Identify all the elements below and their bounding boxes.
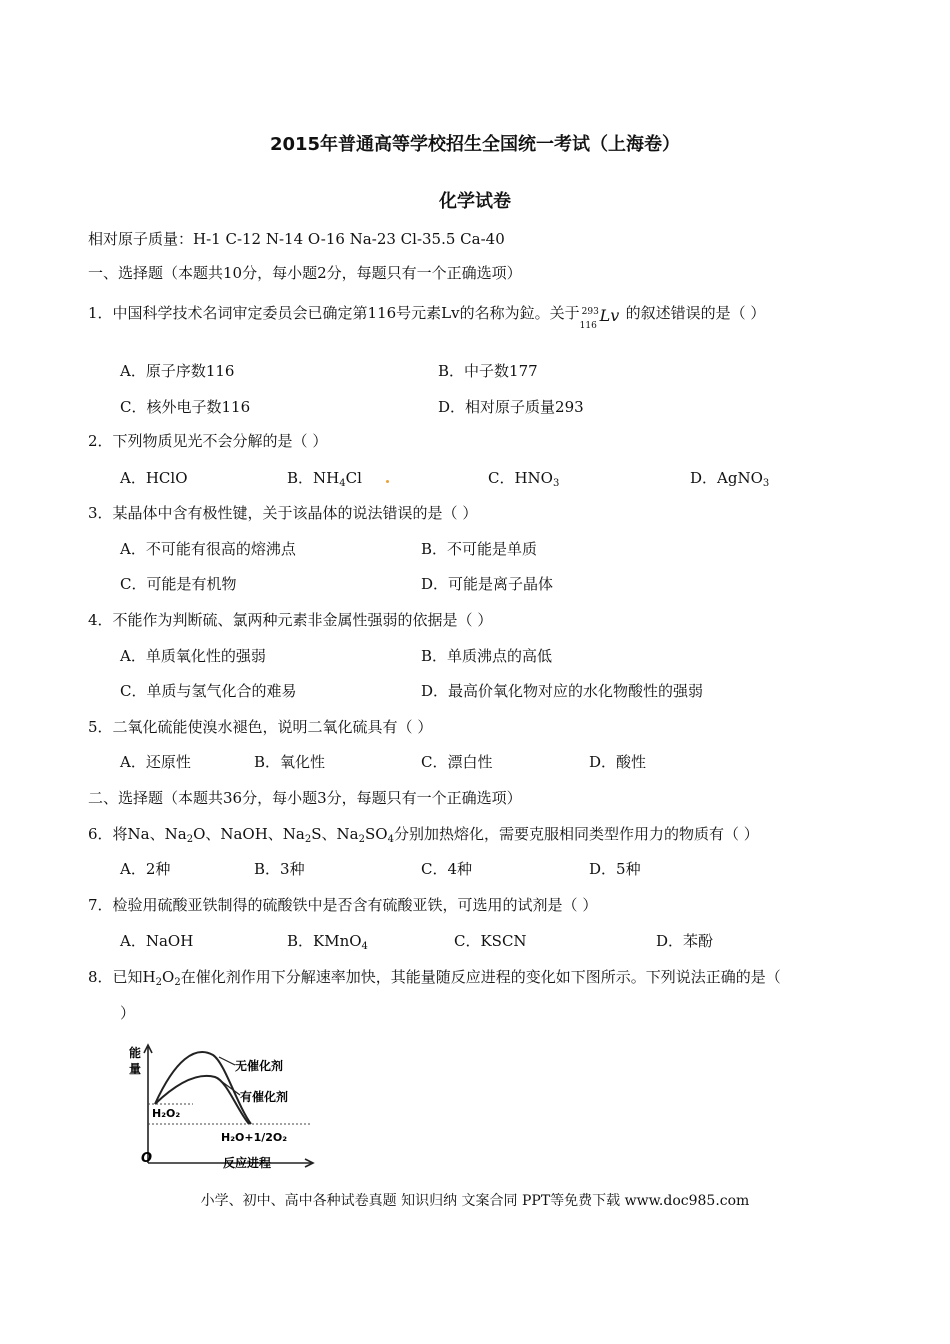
q7-b-subscript: 4 <box>361 941 368 952</box>
scan-dot <box>386 480 389 483</box>
q1-option-b: B．中子数177 <box>438 362 538 380</box>
q1-stem-part-b: 的叙述错误的是（ ） <box>625 304 766 322</box>
uncatalyzed-label: 无催化剂 <box>235 1059 284 1073</box>
q2-b-subscript: 4 <box>339 478 346 489</box>
question-3-stem: 3．某晶体中含有极性键，关于该晶体的说法错误的是（ ） <box>88 504 478 522</box>
q6-text-1: 6．将Na、Na <box>88 825 187 843</box>
q4-option-a: A．单质氧化性的强弱 <box>120 647 266 665</box>
q6-sub-3: 2 <box>358 834 365 845</box>
question-8-stem-cont: ） <box>120 1004 136 1022</box>
q1-option-c: C．核外电子数116 <box>120 398 251 416</box>
q7-option-d: D．苯酚 <box>656 932 714 950</box>
q4-option-b: B．单质沸点的高低 <box>421 647 553 665</box>
isotope-symbol: Lv <box>599 306 620 325</box>
q6-option-c: C．4种 <box>421 860 473 878</box>
q2-option-a: A．HClO <box>120 469 188 487</box>
q7-option-b <box>287 931 368 957</box>
y-axis-label-2: 量 <box>129 1062 142 1076</box>
question-7-stem: 7．检验用硫酸亚铁制得的硫酸铁中是否含有硫酸亚铁，可选用的试剂是（ ） <box>88 896 598 914</box>
q6-text-5: 分别加热熔化，需要克服相同类型作用力的物质有（ ） <box>393 825 759 843</box>
q2-option-c <box>488 468 559 494</box>
section2-heading: 二、选择题（本题共36分，每小题3分，每题只有一个正确选项） <box>88 789 522 807</box>
q2-b-text: B．NH <box>287 469 340 487</box>
y-axis-label-1: 能 <box>129 1046 142 1060</box>
q6-text-2: O、NaOH、Na <box>193 825 305 843</box>
q7-option-a: A．NaOH <box>120 932 194 950</box>
q6-sub-2: 2 <box>304 834 312 845</box>
atomic-masses: 相对原子质量：H-1 C-12 N-14 O-16 Na-23 Cl-35.5 Ca-40 <box>88 230 505 248</box>
q5-option-b: B．氧化性 <box>254 753 326 771</box>
q8-text-2: O <box>162 968 175 986</box>
q3-option-d: D．可能是离子晶体 <box>421 575 554 593</box>
q5-option-c: C．漂白性 <box>421 753 493 771</box>
product-label: H₂O+1/2O₂ <box>221 1131 288 1144</box>
q3-option-b: B．不可能是单质 <box>421 540 538 558</box>
q7-option-c: C．KSCN <box>454 932 527 950</box>
isotope-mass: 293 <box>581 307 599 317</box>
q6-sub-1: 2 <box>186 834 194 845</box>
q4-option-d: D．最高价氧化物对应的水化物酸性的强弱 <box>421 682 704 700</box>
q1-option-a: A．原子序数116 <box>120 362 235 380</box>
footer-text: 小学、初中、高中各种试卷真题 知识归纳 文案合同 PPT等免费下载 www.doc985.com <box>200 1193 750 1209</box>
q2-c-subscript: 3 <box>552 478 560 489</box>
page-subtitle: 化学试卷 <box>439 191 511 212</box>
page-title: 2015年普通高等学校招生全国统一考试（上海卷） <box>269 134 681 155</box>
q6-option-a: A．2种 <box>120 860 171 878</box>
q7-b-text: B．KMnO <box>287 932 362 950</box>
q8-text-3: 在催化剂作用下分解速率加快，其能量随反应进程的变化如下图所示。下列说法正确的是（ <box>180 968 781 986</box>
q2-c-text: C．HNO <box>488 469 553 487</box>
q2-d-subscript: 3 <box>762 478 770 489</box>
q2-option-d <box>690 468 769 494</box>
question-8-stem <box>88 967 781 993</box>
question-5-stem: 5．二氧化硫能使溴水褪色，说明二氧化硫具有（ ） <box>88 718 433 736</box>
q3-option-c: C．可能是有机物 <box>120 575 237 593</box>
x-axis-label: 反应进程 <box>223 1156 272 1170</box>
q3-option-a: A．不可能有很高的熔沸点 <box>120 540 296 558</box>
catalyzed-label: 有催化剂 <box>240 1090 289 1104</box>
question-1-stem <box>88 300 765 330</box>
q1-stem-part-a: 1．中国科学技术名词审定委员会已确定第116号元素Lv的名称为鉝。关于 <box>88 304 580 322</box>
q8-sub-1: 2 <box>155 977 162 988</box>
reactant-label: H₂O₂ <box>152 1107 181 1120</box>
q8-text-1: 8．已知H <box>88 968 156 986</box>
q6-text-4: SO <box>364 825 388 843</box>
origin-label: O <box>141 1151 153 1166</box>
q2-b-text-end: Cl <box>345 469 362 487</box>
question-4-stem: 4．不能作为判断硫、氯两种元素非金属性强弱的依据是（ ） <box>88 611 493 629</box>
q4-option-c: C．单质与氢气化合的难易 <box>120 682 297 700</box>
q8-sub-2: 2 <box>174 977 181 988</box>
q1-option-d: D．相对原子质量293 <box>438 398 584 416</box>
section1-heading: 一、选择题（本题共10分，每小题2分，每题只有一个正确选项） <box>88 264 522 282</box>
isotope-atomic-number: 116 <box>579 321 597 331</box>
energy-diagram <box>125 1035 325 1175</box>
q2-option-b <box>287 468 362 494</box>
q6-text-3: S、Na <box>311 825 359 843</box>
q5-option-d: D．酸性 <box>589 753 647 771</box>
q6-option-b: B．3种 <box>254 860 305 878</box>
q5-option-a: A．还原性 <box>120 753 191 771</box>
q6-sub-4: 4 <box>387 834 394 845</box>
question-6-stem <box>88 824 759 850</box>
q2-d-text: D．AgNO <box>690 469 763 487</box>
q6-option-d: D．5种 <box>589 860 641 878</box>
isotope-notation <box>580 300 626 330</box>
question-2-stem: 2．下列物质见光不会分解的是（ ） <box>88 432 328 450</box>
